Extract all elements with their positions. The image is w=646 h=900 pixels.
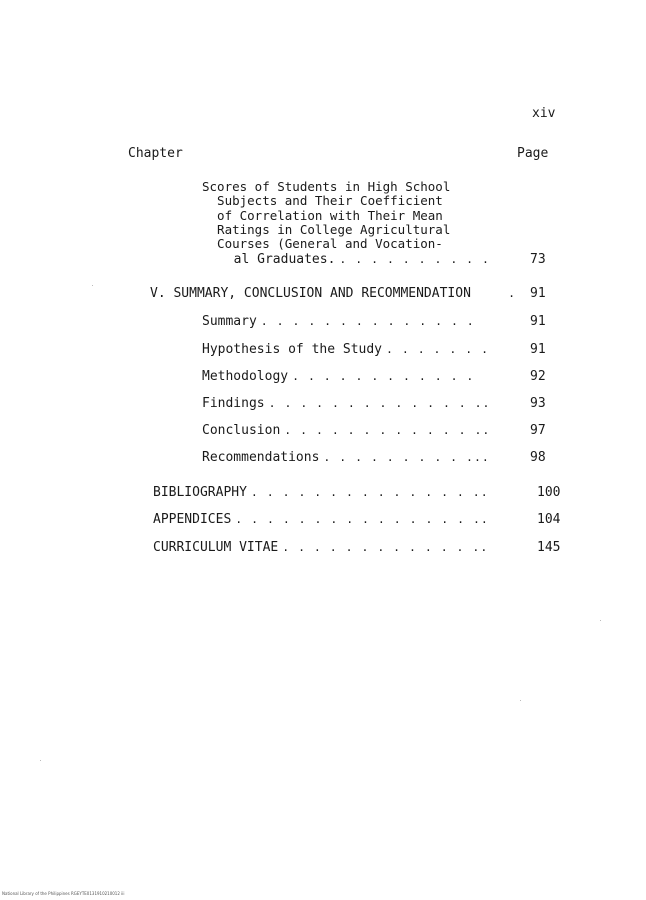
entry-line: Scores of Students in High School [202, 179, 451, 194]
dot-leader: . . . . . . . [386, 342, 490, 356]
page-number: xiv [532, 106, 556, 121]
toc-entry-curriculum-vitae [153, 540, 563, 555]
dot-leader: . . . . . . . . . . . . [292, 369, 475, 383]
toc-entry-methodology [202, 369, 556, 384]
scan-footer: National Library of the Philippines RGEYTE0131910210012 iii [2, 891, 125, 896]
entry-label: Findings [202, 396, 265, 411]
toc-entry-appendices [153, 512, 563, 527]
continued-entry-text [202, 180, 492, 251]
entry-line: Subjects and Their Coefficient [202, 193, 443, 209]
toc-entry-continued-last-line [218, 252, 556, 267]
entry-page: 93 [530, 396, 546, 411]
entry-page: 98 [530, 450, 546, 465]
entry-label: al Graduates. [218, 252, 336, 267]
dot-leader: . . . . . . . . . . . . . . [260, 314, 475, 328]
toc-entry-findings [202, 396, 556, 411]
entry-line: of Correlation with Their Mean [202, 207, 443, 223]
scan-speck [520, 700, 521, 701]
entry-label: APPENDICES [153, 512, 232, 527]
entry-page: 91 [530, 342, 546, 357]
entry-label: Hypothesis of the Study [202, 342, 383, 357]
toc-entry-chapter-v [150, 286, 556, 301]
entry-label: Methodology [202, 369, 289, 384]
entry-page: 145 [537, 540, 561, 555]
entry-line: Ratings in College Agricultural [202, 221, 451, 237]
toc-entry-bibliography [153, 485, 563, 500]
entry-page: 104 [537, 512, 561, 527]
dot-leader: . . . . . . . . . . . . . . .. [250, 485, 489, 499]
header-chapter: Chapter [128, 146, 183, 161]
entry-label: Conclusion [202, 423, 281, 438]
entry-page: 73 [530, 252, 546, 267]
scan-speck [92, 285, 93, 286]
dot-leader: . . . . . . . . . . [339, 252, 490, 266]
entry-label: BIBLIOGRAPHY [153, 485, 247, 500]
entry-line: Courses (General and Vocation- [202, 236, 443, 252]
entry-page: 91 [530, 314, 546, 329]
toc-entry-recommendations [202, 450, 556, 465]
entry-label: Summary [202, 314, 257, 329]
entry-label: CURRICULUM VITAE [153, 540, 279, 555]
toc-entry-conclusion [202, 423, 556, 438]
toc-entry-summary [202, 314, 556, 329]
entry-page: 92 [530, 369, 546, 384]
dot-leader: . . . . . . . . . ... [323, 450, 490, 464]
toc-entry-hypothesis [202, 342, 556, 357]
dot-leader: . [508, 286, 516, 300]
header-page: Page [517, 146, 549, 161]
entry-page: 91 [530, 286, 546, 301]
dot-leader: . . . . . . . . . . . . .. [284, 423, 491, 437]
scan-speck [600, 620, 601, 621]
scan-speck [40, 760, 41, 761]
dot-leader: . . . . . . . . . . . . .. [282, 540, 489, 554]
dot-leader: . . . . . . . . . . . . . . . .. [235, 512, 489, 526]
entry-label: Recommendations [202, 450, 320, 465]
entry-page: 100 [537, 485, 561, 500]
entry-page: 97 [530, 423, 546, 438]
dot-leader: . . . . . . . . . . . . . .. [268, 396, 491, 410]
entry-label: V. SUMMARY, CONCLUSION AND RECOMMENDATION [150, 286, 471, 301]
